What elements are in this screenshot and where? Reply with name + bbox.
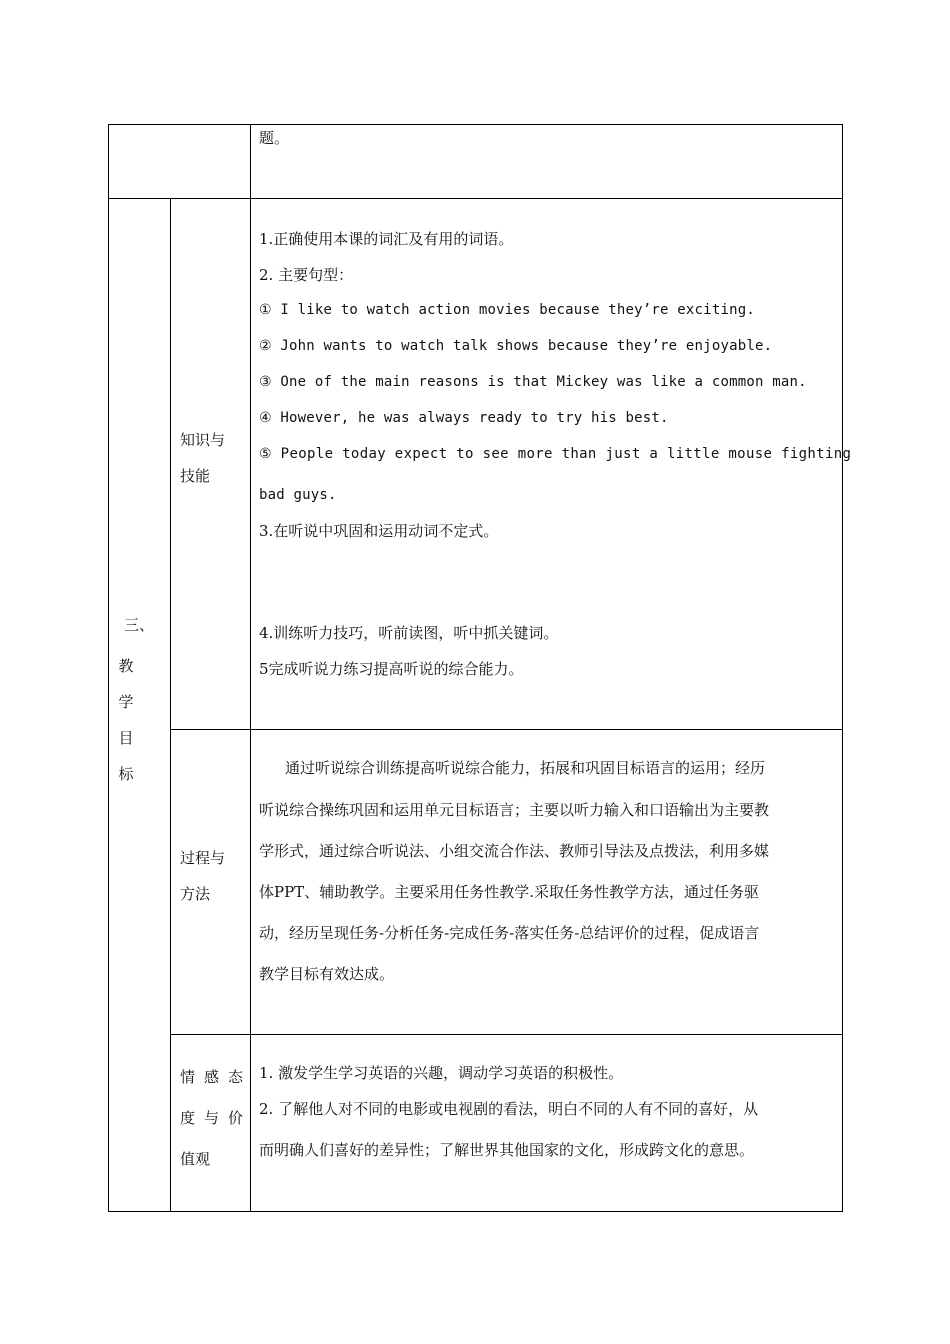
process-line-3: 学形式，通过综合听说法、小组交流合作法、教师引导法及点拨法，利用多媒 (259, 842, 770, 860)
section-number: 三、 (124, 616, 155, 634)
emotion-label-line1: 情感态 (180, 1068, 253, 1086)
knowledge-sentence-3: ③ One of the main reasons is that Mickey was like a common man. (259, 374, 807, 390)
emotion-item-2-line1: 2. 了解他人对不同的电影或电视剧的看法，明白不同的人有不同的喜好，从 (259, 1100, 759, 1118)
process-line-5: 动，经历呈现任务-分析任务-完成任务-落实任务-总结评价的过程，促成语言 (259, 924, 760, 942)
top-row-continuation-text: 题。 (259, 129, 290, 147)
process-label-line1: 过程与 (180, 849, 226, 867)
knowledge-item-1: 1.正确使用本课的词汇及有用的词语。 (259, 230, 514, 248)
section-char-1: 教 (118, 657, 134, 675)
knowledge-item-4: 4.训练听力技巧，听前读图，听中抓关键词。 (259, 624, 559, 642)
knowledge-sentence-5-cont: bad guys. (259, 487, 337, 503)
section-char-2: 学 (118, 693, 134, 711)
emotion-label-line2: 度与价 (180, 1109, 253, 1127)
knowledge-label-cell (170, 198, 251, 730)
knowledge-sentence-4: ④ However, he was always ready to try his best. (259, 410, 669, 426)
knowledge-sentence-1: ① I like to watch action movies because they’re exciting. (259, 302, 755, 318)
knowledge-label-line1: 知识与 (180, 431, 226, 449)
knowledge-item-2: 2. 主要句型： (259, 266, 354, 284)
process-label-line2: 方法 (180, 885, 211, 903)
section-char-3: 目 (118, 729, 134, 747)
emotion-item-1: 1. 激发学生学习英语的兴趣，调动学习英语的积极性。 (259, 1064, 624, 1082)
process-label-cell (170, 729, 251, 1035)
emotion-item-2-line2: 而明确人们喜好的差异性；了解世界其他国家的文化，形成跨文化的意思。 (259, 1141, 755, 1159)
section-label-chars (116, 648, 136, 792)
section-char-4: 标 (118, 765, 134, 783)
knowledge-item-3: 3.在听说中巩固和运用动词不定式。 (259, 522, 499, 540)
emotion-content-cell (250, 1034, 843, 1212)
knowledge-sentence-5: ⑤ People today expect to see more than just a little mouse fighting (259, 446, 852, 462)
process-line-6: 教学目标有效达成。 (259, 965, 395, 983)
top-row-left-cell (108, 124, 251, 199)
process-line-4: 体PPT、辅助教学。主要采用任务性教学.采取任务性教学方法，通过任务驱 (259, 883, 759, 901)
process-line-2: 听说综合操练巩固和运用单元目标语言；主要以听力输入和口语输出为主要教 (259, 801, 770, 819)
knowledge-sentence-2: ② John wants to watch talk shows because they’re enjoyable. (259, 338, 773, 354)
top-row-content-cell (250, 124, 843, 199)
process-line-1: 通过听说综合训练提高听说综合能力，拓展和巩固目标语言的运用；经历 (285, 759, 766, 777)
knowledge-item-5: 5完成听说力练习提高听说的综合能力。 (259, 660, 524, 678)
emotion-label-line3: 值观 (180, 1150, 211, 1168)
knowledge-label-line2: 技能 (180, 467, 211, 485)
